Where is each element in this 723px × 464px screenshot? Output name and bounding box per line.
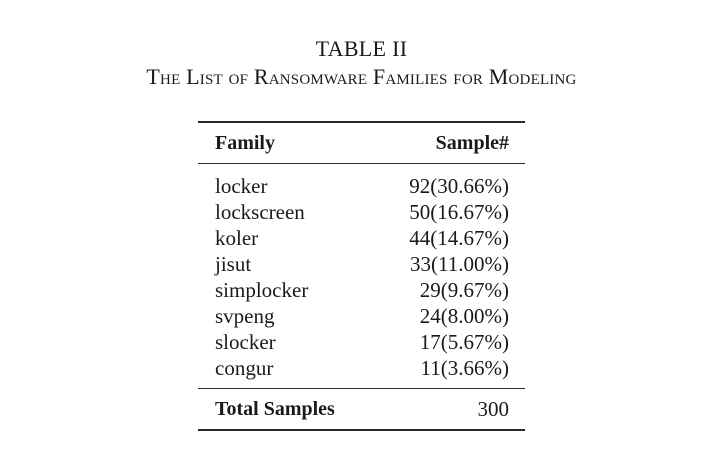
table-bottom-rule — [198, 429, 525, 431]
sample-cell: 50(16.67%) — [409, 200, 509, 224]
sample-cell: 33(11.00%) — [410, 252, 509, 276]
sample-cell: 17(5.67%) — [419, 330, 509, 354]
sample-cell: 92(30.66%) — [409, 174, 509, 198]
ransomware-families-table — [198, 121, 525, 431]
header-family: Family — [215, 132, 275, 154]
table-row — [198, 355, 525, 381]
total-value: 300 — [477, 397, 509, 421]
table-row — [198, 199, 525, 225]
family-cell: lockscreen — [215, 200, 305, 224]
family-cell: congur — [215, 356, 274, 380]
total-label: Total Samples — [215, 398, 335, 420]
family-cell: svpeng — [215, 304, 275, 328]
sample-cell: 24(8.00%) — [419, 304, 509, 328]
table-row — [198, 173, 525, 199]
table-row — [198, 251, 525, 277]
table-row — [198, 303, 525, 329]
table-header-row — [198, 123, 525, 163]
table-title: The List of Ransomware Families for Modeling — [146, 64, 577, 89]
family-cell: slocker — [215, 330, 276, 354]
family-cell: koler — [215, 226, 259, 250]
table-body — [198, 164, 525, 388]
family-cell: locker — [215, 174, 268, 198]
table-row — [198, 329, 525, 355]
family-cell: jisut — [215, 252, 252, 276]
table-row — [198, 225, 525, 251]
sample-cell: 29(9.67%) — [419, 278, 509, 302]
sample-cell: 11(3.66%) — [420, 356, 509, 380]
header-sample: Sample# — [435, 132, 509, 154]
table-total-row — [198, 389, 525, 429]
table-row — [198, 277, 525, 303]
table-label: TABLE II — [315, 36, 408, 61]
sample-cell: 44(14.67%) — [409, 226, 509, 250]
family-cell: simplocker — [215, 278, 309, 302]
